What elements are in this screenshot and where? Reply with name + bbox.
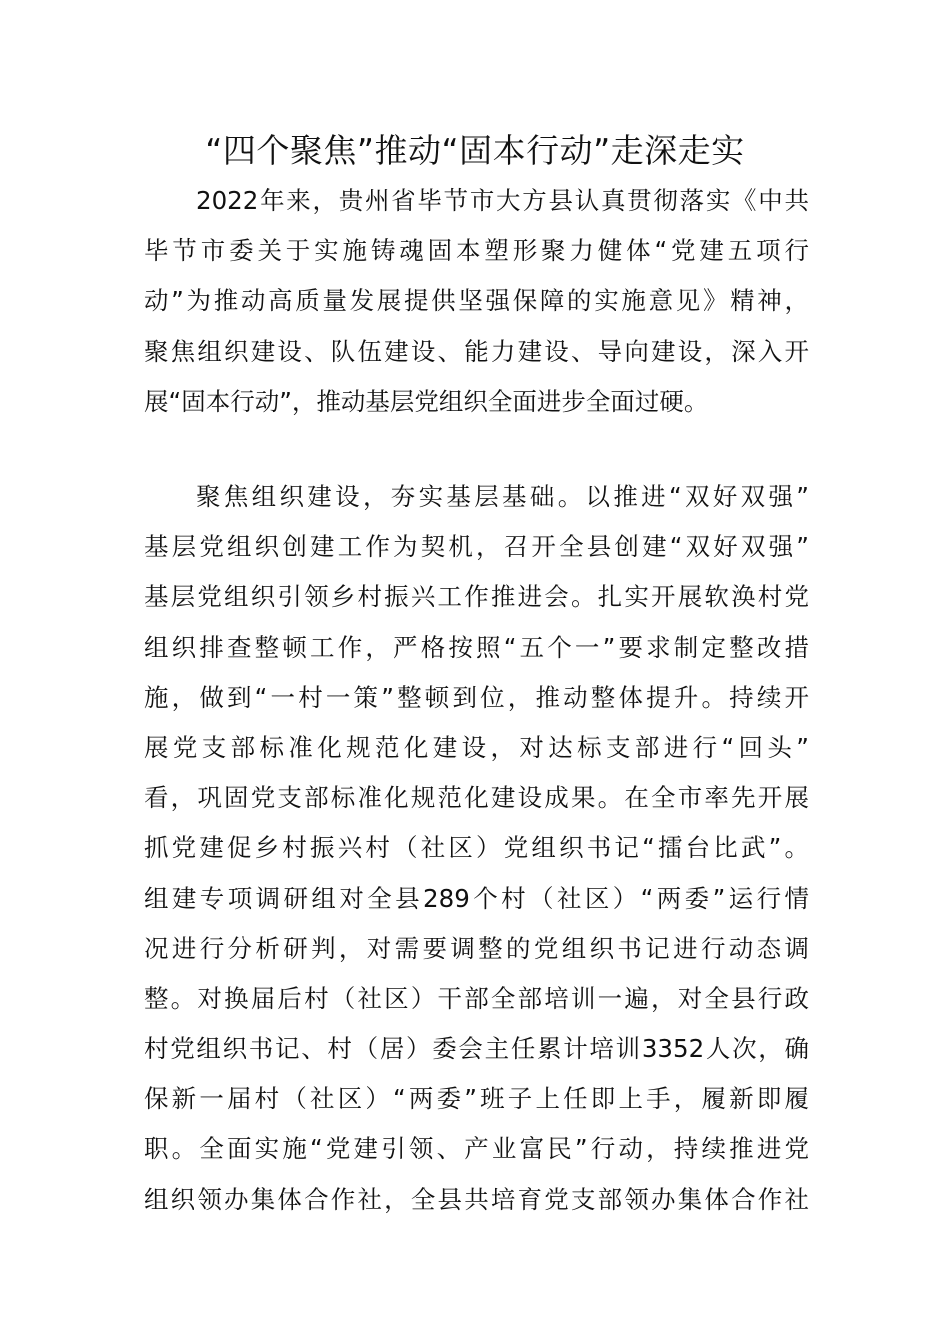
paragraph-intro [144, 176, 809, 427]
text-line: 2022年来，贵州省毕节市大方县认真贯彻落实《中共 [196, 186, 809, 215]
text-line: 展“固本行动”，推动基层党组织全面进步全面过硬。 [144, 386, 709, 416]
text-line: 毕节市委关于实施铸魂固本塑形聚力健体“党建五项行 [144, 236, 809, 266]
text-line: 基层党组织引领乡村振兴工作推进会。扎实开展软涣村党 [144, 582, 809, 612]
text-line: 施，做到“一村一策”整顿到位，推动整体提升。持续开 [144, 682, 809, 712]
text-line: 组织领办集体合作社，全县共培育党支部领办集体合作社 [144, 1184, 809, 1214]
text-line: 组建专项调研组对全县289个村（社区）“两委”运行情 [144, 883, 809, 913]
text-line: 组织排查整顿工作，严格按照“五个一”要求制定整改措 [144, 632, 809, 662]
text-line: 基层党组织创建工作为契机，召开全县创建“双好双强” [144, 532, 809, 562]
text-line: 职。全面实施“党建引领、产业富民”行动，持续推进党 [144, 1134, 809, 1164]
text-line: 抓党建促乡村振兴村（社区）党组织书记“擂台比武”。 [144, 833, 809, 863]
text-line: 村党组织书记、村（居）委会主任累计培训3352人次，确 [144, 1034, 809, 1064]
text-line: 看，巩固党支部标准化规范化建设成果。在全市率先开展 [144, 783, 809, 813]
text-line: 展党支部标准化规范化建设，对达标支部进行“回头” [144, 732, 809, 762]
text-line: 整。对换届后村（社区）干部全部培训一遍，对全县行政 [144, 983, 809, 1013]
text-line: 聚焦组织建设、队伍建设、能力建设、导向建设，深入开 [144, 336, 809, 366]
text-line: 况进行分析研判，对需要调整的党组织书记进行动态调 [144, 933, 809, 963]
document-title: “四个聚焦”推动“固本行动”走深走实 [205, 131, 745, 170]
paragraph-organization-building [144, 472, 809, 1225]
text-line: 聚焦组织建设，夯实基层基础。以推进“双好双强” [196, 482, 809, 511]
text-line: 动”为推动高质量发展提供坚强保障的实施意见》精神， [144, 286, 809, 316]
text-line: 保新一届村（社区）“两委”班子上任即上手，履新即履 [144, 1084, 809, 1114]
